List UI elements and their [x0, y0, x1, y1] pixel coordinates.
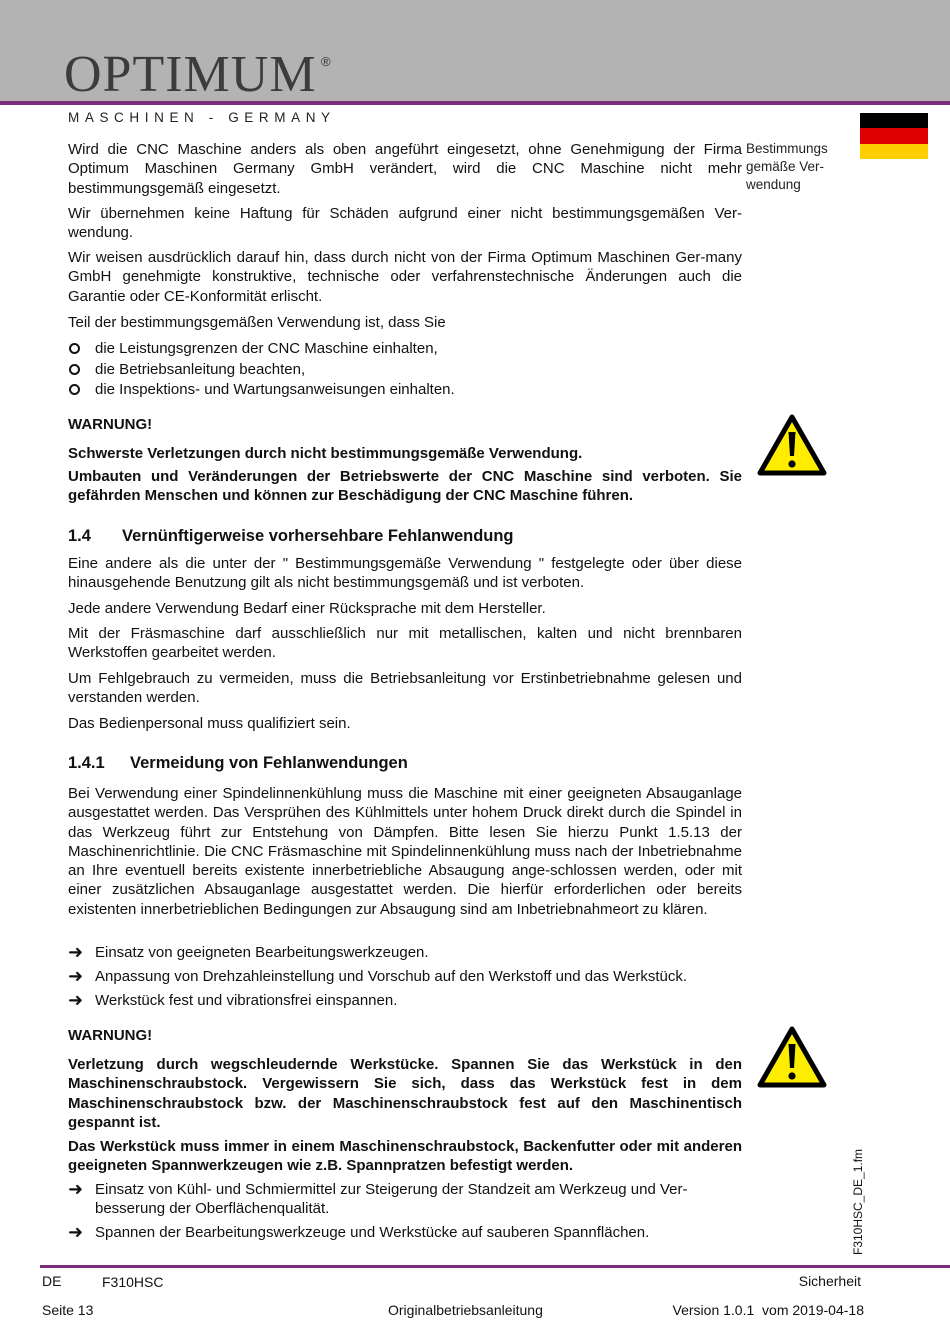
arrow-right-icon: ➜ [68, 990, 84, 1010]
footer-section: Sicherheit [798, 1273, 861, 1289]
list-item-text: Werkstück fest und vibrationsfrei einspannen. [95, 992, 398, 1009]
margin-note: Bestimmungs gemäße Ver-wendung [746, 141, 828, 192]
section-heading [68, 526, 514, 546]
list-item [68, 967, 742, 986]
circle-bullet-icon [68, 360, 92, 380]
paragraph: Wir übernehmen keine Haftung für Schäden aufgrund einer nicht bestimmungsgemäßen Ver-wendung. [68, 205, 742, 242]
footer-language: DE [42, 1273, 62, 1289]
circle-bullet-icon [68, 339, 92, 359]
subsection-heading [68, 753, 408, 773]
footer-version: Version 1.0.1 vom 2019-04-18 [672, 1302, 864, 1318]
paragraph: Eine andere als die unter der " Bestimmungsgemäße Verwendung " festgelegte oder über diese hinausgehende Benutzung gilt als nicht bestimmungsgemäß und ist verboten. [68, 555, 742, 592]
paragraph: Das Bedienpersonal muss qualifiziert sein. [68, 715, 351, 732]
list-item [68, 1223, 742, 1242]
section-number: 1.4 [68, 527, 91, 545]
flag-stripe-black [860, 113, 928, 128]
registered-mark: ® [321, 54, 331, 69]
paragraph: Um Fehlgebrauch zu vermeiden, muss die Betriebsanleitung vor Erstinbetriebnahme gelesen und verstanden werden. [68, 670, 742, 707]
list-item [68, 991, 742, 1010]
warning-text: Das Werkstück muss immer in einem Maschinenschraubstock, Backenfutter oder mit anderen geeigneten Spannwerkzeugen wie z.B. Spannpratzen befestigt werden. [68, 1138, 742, 1175]
list-item [68, 1180, 742, 1219]
warning-title: WARNUNG! [68, 416, 153, 433]
list-item-text: Einsatz von geeigneten Bearbeitungswerkzeugen. [95, 944, 429, 961]
file-code-text: F310HSC_DE_1.fm [851, 1148, 865, 1255]
paragraph: Bei Verwendung einer Spindelinnenkühlung muss die Maschine mit einer geeigneten Absauganlage ausgestattet werden. Das Versprühen des Kühlmittels unter hohem Druck direkt durch die Spindel in das Werkzeug führt zur Entstehung von Dämpfen. Bitte lesen Sie hierzu Punkt 1.5.13 der Maschinenrichtlinie. Die CNC Fräsmaschine mit Spindelinnenkühlung muss nach der Inbetriebnahme an Ihre eventuell bereits existente innerbetriebliche Absaugung ange-schlossen werden, oder mit einer zusätzlichen Absauganlage ausgestattet werden. Die hierfür erforderlichen oder bereits existenten innerbetrieblichen Bedingungen zur Absaugung sind am Inbetriebnahmeort zu klären. [68, 785, 742, 918]
circle-bullet-icon [68, 380, 92, 400]
paragraph: Mit der Fräsmaschine darf ausschließlich nur mit metallischen, kalten und nicht brennbaren Werkstoffen gearbeitet werden. [68, 625, 742, 662]
arrow-right-icon: ➜ [68, 1179, 84, 1199]
brand-tagline: MASCHINEN - GERMANY [68, 110, 336, 125]
arrow-right-icon: ➜ [68, 966, 84, 986]
arrow-right-icon: ➜ [68, 942, 84, 962]
paragraph: Jede andere Verwendung Bedarf einer Rücksprache mit dem Hersteller. [68, 600, 546, 617]
brand-logo: OPTIMUM [64, 46, 317, 103]
file-code [845, 1148, 865, 1255]
paragraph: Teil der bestimmungsgemäßen Verwendung ist, dass Sie [68, 314, 446, 331]
warning-title: WARNUNG! [68, 1027, 153, 1044]
warning-triangle-icon [757, 414, 827, 476]
list-item [68, 360, 742, 379]
list-item-text: Anpassung von Drehzahleinstellung und Vorschub auf den Werkstoff und das Werkstück. [95, 968, 688, 985]
flag-stripe-red [860, 128, 928, 143]
warning-triangle-icon [757, 1026, 827, 1088]
footer-model: F310HSC [102, 1274, 164, 1290]
warning-text: Umbauten und Veränderungen der Betriebswerte der CNC Maschine sind verboten. Sie gefährden Menschen und können zur Beschädigung der CNC Maschine führen. [68, 468, 742, 505]
list-item-text: die Inspektions- und Wartungsanweisungen einhalten. [95, 381, 455, 398]
list-item-text: Einsatz von Kühl- und Schmiermittel zur Steigerung der Standzeit am Werkzeug und Ver-besserung der Oberflächenqualität. [95, 1181, 688, 1218]
list-item-text: die Leistungsgrenzen der CNC Maschine einhalten, [95, 340, 438, 357]
footer-rule [40, 1265, 950, 1268]
list-item [68, 339, 742, 358]
section-number: 1.4.1 [68, 754, 105, 772]
german-flag-icon [860, 113, 928, 159]
list-item [68, 943, 742, 962]
paragraph: Wir weisen ausdrücklich darauf hin, dass durch nicht von der Firma Optimum Maschinen Ger-many GmbH genehmigte konstruktive, technische oder verfahrenstechnische Änderungen auch die Garantie oder CE-Konformität erlischt. [68, 249, 742, 305]
section-title: Vernünftigerweise vorhersehbare Fehlanwendung [122, 527, 514, 545]
arrow-right-icon: ➜ [68, 1222, 84, 1242]
list-item [68, 380, 742, 399]
list-item-text: die Betriebsanleitung beachten, [95, 361, 306, 378]
footer-page-number: Seite 13 [42, 1302, 94, 1318]
warning-text: Schwerste Verletzungen durch nicht bestimmungsgemäße Verwendung. [68, 445, 583, 462]
warning-text: Verletzung durch wegschleudernde Werkstücke. Spannen Sie das Werkstück in den Maschinenschraubstock. Vergewissern Sie sich, dass das Werkstück fest in dem Maschinenschraubstock bzw. der Maschinenschraubstock fest auf den Maschinentisch gespannt ist. [68, 1056, 742, 1131]
paragraph: Wird die CNC Maschine anders als oben angeführt eingesetzt, ohne Genehmigung der Firma Optimum Maschinen Germany GmbH verändert, wird die CNC Maschine nicht mehr bestimmungsgemäß eingesetzt. [68, 141, 742, 197]
list-item-text: Spannen der Bearbeitungswerkzeuge und Werkstücke auf sauberen Spannflächen. [95, 1224, 650, 1241]
footer-document-type: Originalbetriebsanleitung [388, 1302, 543, 1318]
section-title: Vermeidung von Fehlanwendungen [130, 754, 408, 772]
flag-stripe-gold [860, 144, 928, 159]
